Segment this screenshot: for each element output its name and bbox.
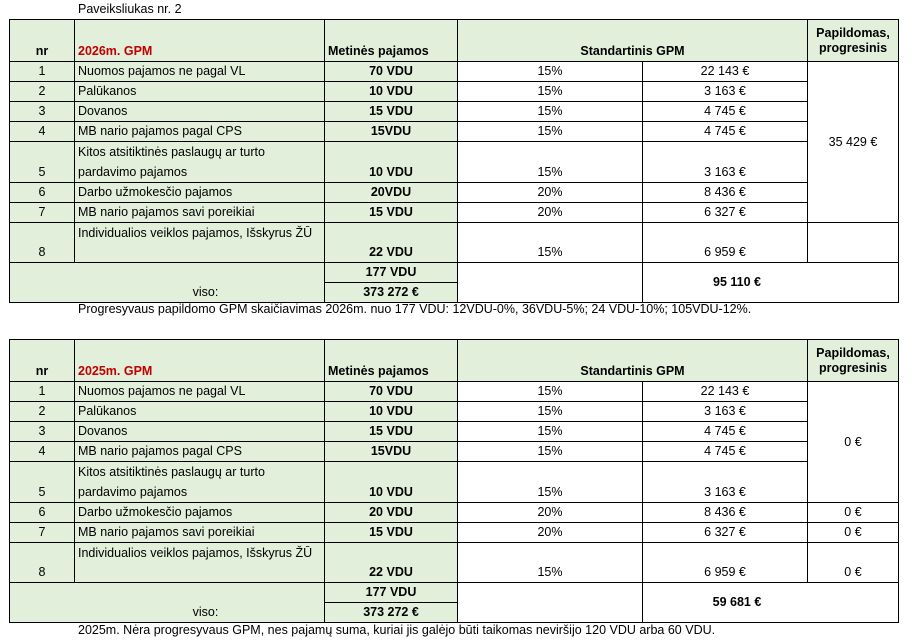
total-rate-empty bbox=[458, 583, 643, 623]
row-income: 15 VDU bbox=[325, 523, 458, 543]
row-name: MB nario pajamos pagal CPS bbox=[75, 442, 325, 462]
row-nr: 3 bbox=[10, 422, 75, 442]
figure-caption: Paveiksliukas nr. 2 bbox=[78, 2, 182, 16]
row-rate: 15% bbox=[458, 102, 643, 122]
row-name: Palūkanos bbox=[75, 402, 325, 422]
header-nr: nr bbox=[10, 340, 75, 382]
table-row bbox=[10, 102, 899, 122]
row-nr: 4 bbox=[10, 122, 75, 142]
row-rate: 15% bbox=[458, 462, 643, 503]
additional-gpm-empty bbox=[808, 223, 899, 263]
table-row bbox=[10, 223, 899, 263]
row-nr: 1 bbox=[10, 62, 75, 82]
row-income: 15 VDU bbox=[325, 102, 458, 122]
total-label: viso: bbox=[10, 583, 325, 623]
total-row bbox=[10, 583, 899, 603]
header-standard-gpm: Standartinis GPM bbox=[458, 340, 808, 382]
header-income: Metinės pajamos bbox=[325, 20, 458, 62]
row-income: 15 VDU bbox=[325, 422, 458, 442]
row-amount: 3 163 € bbox=[643, 142, 808, 183]
row-amount: 6 327 € bbox=[643, 523, 808, 543]
row-name: Nuomos pajamos ne pagal VL bbox=[75, 62, 325, 82]
row-rate: 15% bbox=[458, 62, 643, 82]
row-income: 10 VDU bbox=[325, 462, 458, 503]
row-amount: 22 143 € bbox=[643, 62, 808, 82]
row-name: Individualios veiklos pajamos, Išskyrus ŽŪ bbox=[75, 543, 325, 583]
gpm-table-2025 bbox=[9, 339, 899, 623]
row-rate: 15% bbox=[458, 82, 643, 102]
table-row bbox=[10, 62, 899, 82]
row-amount: 4 745 € bbox=[643, 442, 808, 462]
row-rate: 20% bbox=[458, 523, 643, 543]
row-name: MB nario pajamos savi poreikiai bbox=[75, 203, 325, 223]
row-additional: 0 € bbox=[808, 543, 899, 583]
gpm-table-2026 bbox=[9, 19, 899, 303]
row-name: Palūkanos bbox=[75, 82, 325, 102]
header-nr: nr bbox=[10, 20, 75, 62]
row-income: 70 VDU bbox=[325, 382, 458, 402]
row-income: 15VDU bbox=[325, 122, 458, 142]
row-additional: 0 € bbox=[808, 503, 899, 523]
row-nr: 7 bbox=[10, 203, 75, 223]
table-row bbox=[10, 503, 899, 523]
total-row bbox=[10, 263, 899, 283]
row-name: Darbo užmokesčio pajamos bbox=[75, 503, 325, 523]
row-rate: 15% bbox=[458, 422, 643, 442]
row-amount: 6 959 € bbox=[643, 543, 808, 583]
row-name: Dovanos bbox=[75, 102, 325, 122]
row-amount: 3 163 € bbox=[643, 402, 808, 422]
row-nr: 5 bbox=[10, 142, 75, 183]
row-amount: 3 163 € bbox=[643, 462, 808, 503]
total-rate-empty bbox=[458, 263, 643, 303]
header-income: Metinės pajamos bbox=[325, 340, 458, 382]
header-additional-gpm: Papildomas, progresinis bbox=[808, 20, 899, 62]
table-row bbox=[10, 422, 899, 442]
row-income: 10 VDU bbox=[325, 142, 458, 183]
row-rate: 15% bbox=[458, 442, 643, 462]
row-income: 20 VDU bbox=[325, 503, 458, 523]
row-amount: 22 143 € bbox=[643, 382, 808, 402]
row-rate: 20% bbox=[458, 503, 643, 523]
header-row bbox=[10, 340, 899, 382]
row-nr: 2 bbox=[10, 402, 75, 422]
row-nr: 4 bbox=[10, 442, 75, 462]
total-gpm: 95 110 € bbox=[643, 263, 899, 303]
row-additional: 0 € bbox=[808, 523, 899, 543]
total-vdu: 177 VDU bbox=[325, 263, 458, 283]
table-row bbox=[10, 523, 899, 543]
row-rate: 15% bbox=[458, 122, 643, 142]
row-name: MB nario pajamos pagal CPS bbox=[75, 122, 325, 142]
total-eur: 373 272 € bbox=[325, 603, 458, 623]
row-nr: 3 bbox=[10, 102, 75, 122]
row-income: 20VDU bbox=[325, 183, 458, 203]
row-income: 22 VDU bbox=[325, 223, 458, 263]
row-amount: 4 745 € bbox=[643, 102, 808, 122]
row-name: Individualios veiklos pajamos, Išskyrus ŽŪ bbox=[75, 223, 325, 263]
table-row bbox=[10, 402, 899, 422]
header-row bbox=[10, 20, 899, 62]
row-rate: 15% bbox=[458, 543, 643, 583]
total-gpm: 59 681 € bbox=[643, 583, 899, 623]
row-amount: 3 163 € bbox=[643, 82, 808, 102]
table-row bbox=[10, 122, 899, 142]
note-no-progressive-2025: 2025m. Nėra progresyvaus GPM, nes pajamų suma, kuriai jis galėjo būti taikomas neviršijo 120 VDU arba 60 VDU. bbox=[78, 623, 716, 637]
table-row bbox=[10, 183, 899, 203]
row-rate: 20% bbox=[458, 203, 643, 223]
row-income: 10 VDU bbox=[325, 402, 458, 422]
header-title: 2025m. GPM bbox=[75, 340, 325, 382]
row-name: Dovanos bbox=[75, 422, 325, 442]
row-rate: 15% bbox=[458, 402, 643, 422]
row-nr: 2 bbox=[10, 82, 75, 102]
row-income: 15 VDU bbox=[325, 203, 458, 223]
additional-gpm-merged: 35 429 € bbox=[808, 62, 899, 223]
row-nr: 5 bbox=[10, 462, 75, 503]
row-income: 15VDU bbox=[325, 442, 458, 462]
row-name: Kitos atsitiktinės paslaugų ar turto pardavimo pajamos bbox=[75, 462, 325, 503]
row-amount: 4 745 € bbox=[643, 422, 808, 442]
header-additional-gpm: Papildomas, progresinis bbox=[808, 340, 899, 382]
row-rate: 15% bbox=[458, 382, 643, 402]
row-income: 70 VDU bbox=[325, 62, 458, 82]
header-standard-gpm: Standartinis GPM bbox=[458, 20, 808, 62]
table-row bbox=[10, 382, 899, 402]
total-eur: 373 272 € bbox=[325, 283, 458, 303]
row-nr: 8 bbox=[10, 223, 75, 263]
header-title: 2026m. GPM bbox=[75, 20, 325, 62]
row-nr: 6 bbox=[10, 503, 75, 523]
row-name: Nuomos pajamos ne pagal VL bbox=[75, 382, 325, 402]
total-vdu: 177 VDU bbox=[325, 583, 458, 603]
table-row bbox=[10, 462, 899, 503]
table-row bbox=[10, 442, 899, 462]
row-rate: 15% bbox=[458, 223, 643, 263]
table-row bbox=[10, 142, 899, 183]
row-nr: 8 bbox=[10, 543, 75, 583]
additional-gpm-merged: 0 € bbox=[808, 382, 899, 503]
row-nr: 1 bbox=[10, 382, 75, 402]
row-amount: 4 745 € bbox=[643, 122, 808, 142]
table-row bbox=[10, 82, 899, 102]
row-amount: 6 959 € bbox=[643, 223, 808, 263]
total-label: viso: bbox=[10, 263, 325, 303]
row-amount: 8 436 € bbox=[643, 503, 808, 523]
row-rate: 20% bbox=[458, 183, 643, 203]
row-income: 22 VDU bbox=[325, 543, 458, 583]
row-nr: 7 bbox=[10, 523, 75, 543]
row-name: Darbo užmokesčio pajamos bbox=[75, 183, 325, 203]
note-progressive-2026: Progresyvaus papildomo GPM skaičiavimas 2026m. nuo 177 VDU: 12VDU-0%, 36VDU-5%; 24 VDU-10%; 105VDU-12%. bbox=[78, 302, 752, 316]
row-rate: 15% bbox=[458, 142, 643, 183]
row-income: 10 VDU bbox=[325, 82, 458, 102]
row-amount: 8 436 € bbox=[643, 183, 808, 203]
row-amount: 6 327 € bbox=[643, 203, 808, 223]
table-row bbox=[10, 203, 899, 223]
table-row bbox=[10, 543, 899, 583]
row-name: MB nario pajamos savi poreikiai bbox=[75, 523, 325, 543]
row-name: Kitos atsitiktinės paslaugų ar turto pardavimo pajamos bbox=[75, 142, 325, 183]
row-nr: 6 bbox=[10, 183, 75, 203]
